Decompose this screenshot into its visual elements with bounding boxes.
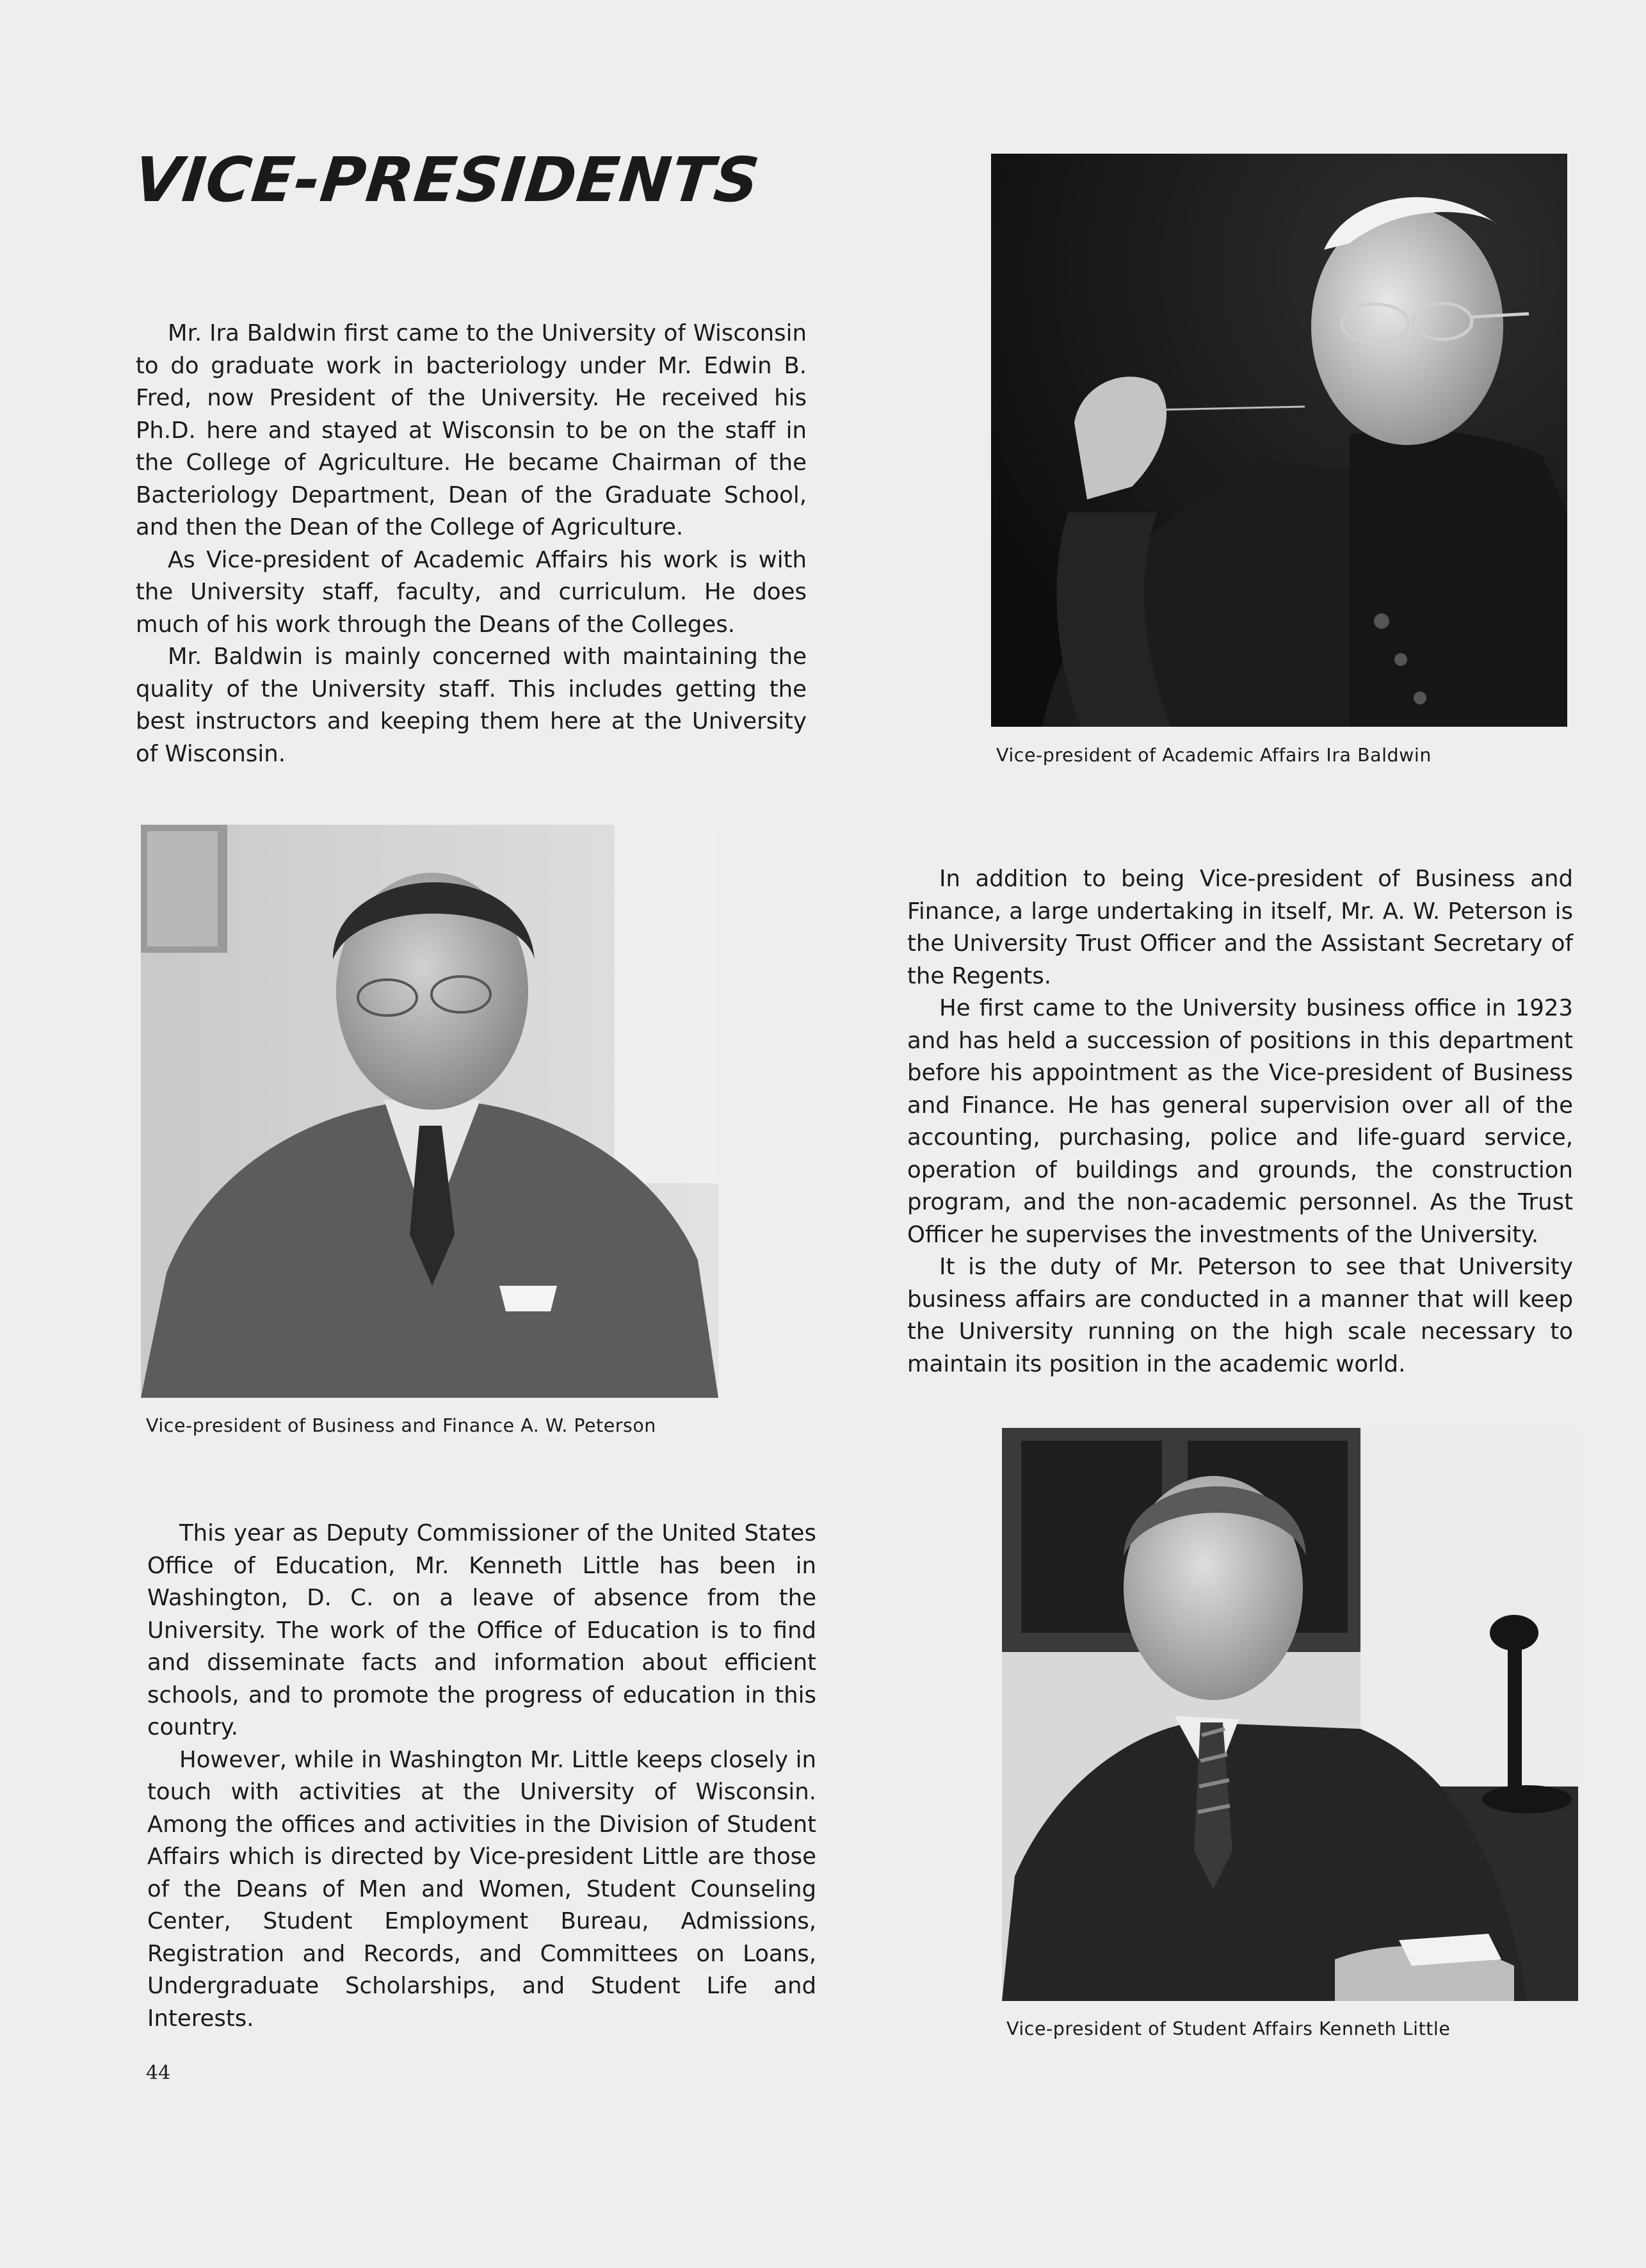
baldwin-photo (991, 154, 1567, 727)
little-photo (1002, 1428, 1578, 2001)
baldwin-text (136, 318, 807, 770)
page-number: 44 (146, 2062, 171, 2084)
little-caption: Vice-president of Student Affairs Kenneth Little (1006, 2018, 1451, 2039)
peterson-text (907, 863, 1573, 1381)
peterson-paragraph-3: It is the duty of Mr. Peterson to see that University business affairs are conducted in a manner that will keep the University running on the high scale necessary to maintain its position in the academic world. (907, 1254, 1573, 1377)
page-title: VICE-PRESIDENTS (131, 144, 763, 216)
little-paragraph-1: This year as Deputy Commissioner of the United States Office of Education, Mr. Kenneth Little has been in Washington, D. C. on a leave of absence from the University. The work of the Office of Education is to find and disseminate facts and information about efficient schools, and to promote the progress of education in this country. (147, 1520, 816, 1740)
baldwin-caption: Vice-president of Academic Affairs Ira Baldwin (996, 745, 1432, 766)
little-text (147, 1518, 816, 2035)
baldwin-paragraph-2: As Vice-president of Academic Affairs his work is with the University staff, faculty, and curriculum. He does much of his work through the Deans of the Colleges. (136, 546, 807, 638)
peterson-paragraph-1: In addition to being Vice-president of Business and Finance, a large undertaking in itself, Mr. A. W. Peterson is the University Trust Officer and the Assistant Secretary of the Regents. (907, 866, 1573, 989)
peterson-caption: Vice-president of Business and Finance A. W. Peterson (146, 1415, 656, 1436)
peterson-photo (141, 825, 718, 1398)
baldwin-paragraph-1: Mr. Ira Baldwin first came to the University of Wisconsin to do graduate work in bacteriology under Mr. Edwin B. Fred, now President of the University. He received his Ph.D. here and stayed at Wisconsin to be on the staff in the College of Agriculture. He became Chairman of the Bacteriology Department, Dean of the Graduate School, and then the Dean of the College of Agriculture. (136, 320, 807, 540)
peterson-paragraph-2: He first came to the University business office in 1923 and has held a succession of positions in this department before his appointment as the Vice-president of Business and Finance. He has general supervision over all of the accounting, purchasing, police and life-guard service, operation of buildings and grounds, the construction program, and the non-academic personnel. As the Trust Officer he supervises the investments of the University. (907, 995, 1573, 1248)
little-paragraph-2: However, while in Washington Mr. Little keeps closely in touch with activities at the University of Wisconsin. Among the offices and activities in the Division of Student Affairs which is directed by Vice-president Little are those of the Deans of Men and Women, Student Counseling Center, Student Employment Bureau, Admissions, Registration and Records, and Committees on Loans, Undergraduate Scholarships, and Student Life and Interests. (147, 1746, 816, 2032)
baldwin-paragraph-3: Mr. Baldwin is mainly concerned with maintaining the quality of the University staff. This includes getting the best instructors and keeping them here at the University of Wisconsin. (136, 644, 807, 767)
